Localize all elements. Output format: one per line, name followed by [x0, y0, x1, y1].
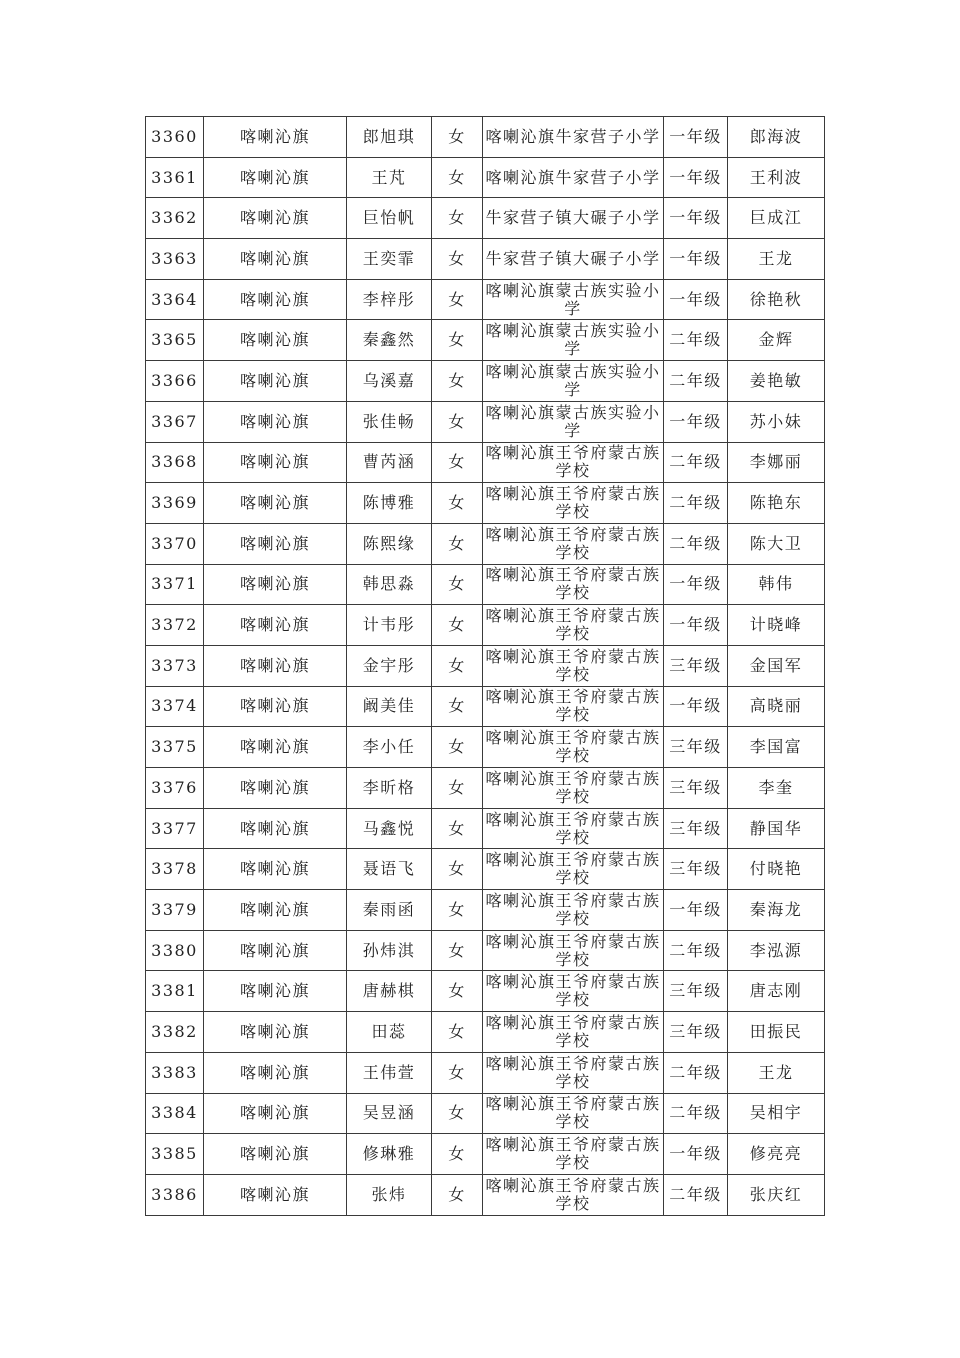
- teacher-name: 郎海波: [728, 117, 825, 158]
- row-number: 3371: [146, 564, 204, 605]
- grade-cell: 三年级: [664, 849, 728, 890]
- teacher-name: 王龙: [728, 239, 825, 280]
- table-row: [146, 808, 825, 849]
- row-number: 3381: [146, 971, 204, 1012]
- grade-cell: 二年级: [664, 930, 728, 971]
- student-name: 巨怡帆: [347, 198, 432, 239]
- teacher-name: 陈大卫: [728, 523, 825, 564]
- gender-cell: 女: [432, 727, 483, 768]
- region-cell: 喀喇沁旗: [204, 605, 347, 646]
- gender-cell: 女: [432, 686, 483, 727]
- school-cell: 喀喇沁旗王爷府蒙古族学校: [483, 930, 664, 971]
- table-row: [146, 686, 825, 727]
- teacher-name: 计晓峰: [728, 605, 825, 646]
- grade-cell: 一年级: [664, 117, 728, 158]
- table-row: [146, 971, 825, 1012]
- region-cell: 喀喇沁旗: [204, 157, 347, 198]
- row-number: 3365: [146, 320, 204, 361]
- gender-cell: 女: [432, 239, 483, 280]
- table-row: [146, 1093, 825, 1134]
- row-number: 3380: [146, 930, 204, 971]
- school-cell: 喀喇沁旗王爷府蒙古族学校: [483, 686, 664, 727]
- school-cell: 喀喇沁旗王爷府蒙古族学校: [483, 727, 664, 768]
- gender-cell: 女: [432, 1134, 483, 1175]
- row-number: 3383: [146, 1052, 204, 1093]
- grade-cell: 二年级: [664, 523, 728, 564]
- gender-cell: 女: [432, 157, 483, 198]
- student-name: 吴昱涵: [347, 1093, 432, 1134]
- grade-cell: 二年级: [664, 442, 728, 483]
- table-row: [146, 1052, 825, 1093]
- region-cell: 喀喇沁旗: [204, 808, 347, 849]
- school-cell: 喀喇沁旗王爷府蒙古族学校: [483, 849, 664, 890]
- student-name: 王芃: [347, 157, 432, 198]
- roster-body: [146, 117, 825, 1216]
- gender-cell: 女: [432, 523, 483, 564]
- row-number: 3377: [146, 808, 204, 849]
- gender-cell: 女: [432, 483, 483, 524]
- region-cell: 喀喇沁旗: [204, 239, 347, 280]
- school-cell: 喀喇沁旗王爷府蒙古族学校: [483, 768, 664, 809]
- school-cell: 喀喇沁旗王爷府蒙古族学校: [483, 1134, 664, 1175]
- row-number: 3378: [146, 849, 204, 890]
- school-cell: 喀喇沁旗王爷府蒙古族学校: [483, 1052, 664, 1093]
- school-cell: 喀喇沁旗王爷府蒙古族学校: [483, 1093, 664, 1134]
- student-name: 马鑫悦: [347, 808, 432, 849]
- region-cell: 喀喇沁旗: [204, 279, 347, 320]
- teacher-name: 王龙: [728, 1052, 825, 1093]
- row-number: 3375: [146, 727, 204, 768]
- gender-cell: 女: [432, 849, 483, 890]
- gender-cell: 女: [432, 279, 483, 320]
- student-name: 李昕格: [347, 768, 432, 809]
- row-number: 3369: [146, 483, 204, 524]
- gender-cell: 女: [432, 320, 483, 361]
- student-name: 张佳畅: [347, 401, 432, 442]
- grade-cell: 三年级: [664, 808, 728, 849]
- school-cell: 喀喇沁旗王爷府蒙古族学校: [483, 564, 664, 605]
- school-cell: 喀喇沁旗牛家营子小学: [483, 157, 664, 198]
- row-number: 3366: [146, 361, 204, 402]
- gender-cell: 女: [432, 1052, 483, 1093]
- teacher-name: 唐志刚: [728, 971, 825, 1012]
- row-number: 3376: [146, 768, 204, 809]
- teacher-name: 静国华: [728, 808, 825, 849]
- row-number: 3384: [146, 1093, 204, 1134]
- gender-cell: 女: [432, 198, 483, 239]
- gender-cell: 女: [432, 768, 483, 809]
- school-cell: 喀喇沁旗蒙古族实验小学: [483, 279, 664, 320]
- row-number: 3373: [146, 645, 204, 686]
- grade-cell: 二年级: [664, 483, 728, 524]
- gender-cell: 女: [432, 930, 483, 971]
- region-cell: 喀喇沁旗: [204, 401, 347, 442]
- table-row: [146, 442, 825, 483]
- student-name: 金宇彤: [347, 645, 432, 686]
- table-row: [146, 849, 825, 890]
- region-cell: 喀喇沁旗: [204, 564, 347, 605]
- grade-cell: 二年级: [664, 320, 728, 361]
- region-cell: 喀喇沁旗: [204, 645, 347, 686]
- region-cell: 喀喇沁旗: [204, 727, 347, 768]
- gender-cell: 女: [432, 645, 483, 686]
- gender-cell: 女: [432, 117, 483, 158]
- school-cell: 喀喇沁旗王爷府蒙古族学校: [483, 890, 664, 931]
- student-name: 王伟萱: [347, 1052, 432, 1093]
- grade-cell: 一年级: [664, 401, 728, 442]
- table-row: [146, 1134, 825, 1175]
- gender-cell: 女: [432, 442, 483, 483]
- region-cell: 喀喇沁旗: [204, 686, 347, 727]
- grade-cell: 二年级: [664, 1174, 728, 1215]
- teacher-name: 李国富: [728, 727, 825, 768]
- school-cell: 喀喇沁旗王爷府蒙古族学校: [483, 483, 664, 524]
- gender-cell: 女: [432, 1012, 483, 1053]
- teacher-name: 付晓艳: [728, 849, 825, 890]
- student-name: 乌溪嘉: [347, 361, 432, 402]
- row-number: 3363: [146, 239, 204, 280]
- student-name: 陈熙缘: [347, 523, 432, 564]
- gender-cell: 女: [432, 401, 483, 442]
- grade-cell: 一年级: [664, 605, 728, 646]
- table-row: [146, 727, 825, 768]
- row-number: 3367: [146, 401, 204, 442]
- school-cell: 喀喇沁旗王爷府蒙古族学校: [483, 1174, 664, 1215]
- teacher-name: 田振民: [728, 1012, 825, 1053]
- teacher-name: 王利波: [728, 157, 825, 198]
- table-row: [146, 645, 825, 686]
- gender-cell: 女: [432, 971, 483, 1012]
- grade-cell: 三年级: [664, 727, 728, 768]
- region-cell: 喀喇沁旗: [204, 1012, 347, 1053]
- region-cell: 喀喇沁旗: [204, 198, 347, 239]
- region-cell: 喀喇沁旗: [204, 361, 347, 402]
- gender-cell: 女: [432, 605, 483, 646]
- school-cell: 牛家营子镇大碾子小学: [483, 239, 664, 280]
- table-row: [146, 483, 825, 524]
- student-name: 秦鑫然: [347, 320, 432, 361]
- row-number: 3370: [146, 523, 204, 564]
- student-name: 田蕊: [347, 1012, 432, 1053]
- region-cell: 喀喇沁旗: [204, 1052, 347, 1093]
- row-number: 3362: [146, 198, 204, 239]
- teacher-name: 金辉: [728, 320, 825, 361]
- table-row: [146, 157, 825, 198]
- table-row: [146, 320, 825, 361]
- grade-cell: 一年级: [664, 1134, 728, 1175]
- student-name: 李梓彤: [347, 279, 432, 320]
- table-row: [146, 605, 825, 646]
- table-row: [146, 768, 825, 809]
- grade-cell: 二年级: [664, 361, 728, 402]
- teacher-name: 韩伟: [728, 564, 825, 605]
- gender-cell: 女: [432, 808, 483, 849]
- row-number: 3372: [146, 605, 204, 646]
- grade-cell: 一年级: [664, 279, 728, 320]
- school-cell: 喀喇沁旗蒙古族实验小学: [483, 401, 664, 442]
- table-row: [146, 523, 825, 564]
- row-number: 3360: [146, 117, 204, 158]
- gender-cell: 女: [432, 1174, 483, 1215]
- student-name: 秦雨函: [347, 890, 432, 931]
- region-cell: 喀喇沁旗: [204, 890, 347, 931]
- student-name: 阚美佳: [347, 686, 432, 727]
- teacher-name: 修亮亮: [728, 1134, 825, 1175]
- teacher-name: 秦海龙: [728, 890, 825, 931]
- student-name: 韩思淼: [347, 564, 432, 605]
- row-number: 3385: [146, 1134, 204, 1175]
- teacher-name: 姜艳敏: [728, 361, 825, 402]
- teacher-name: 巨成江: [728, 198, 825, 239]
- region-cell: 喀喇沁旗: [204, 930, 347, 971]
- grade-cell: 二年级: [664, 1052, 728, 1093]
- row-number: 3374: [146, 686, 204, 727]
- grade-cell: 三年级: [664, 1012, 728, 1053]
- student-name: 曹芮涵: [347, 442, 432, 483]
- student-name: 聂语飞: [347, 849, 432, 890]
- school-cell: 喀喇沁旗王爷府蒙古族学校: [483, 523, 664, 564]
- region-cell: 喀喇沁旗: [204, 442, 347, 483]
- region-cell: 喀喇沁旗: [204, 320, 347, 361]
- school-cell: 牛家营子镇大碾子小学: [483, 198, 664, 239]
- grade-cell: 三年级: [664, 645, 728, 686]
- grade-cell: 一年级: [664, 239, 728, 280]
- teacher-name: 张庆红: [728, 1174, 825, 1215]
- student-name: 计韦彤: [347, 605, 432, 646]
- school-cell: 喀喇沁旗王爷府蒙古族学校: [483, 605, 664, 646]
- gender-cell: 女: [432, 1093, 483, 1134]
- teacher-name: 吴相宇: [728, 1093, 825, 1134]
- teacher-name: 李泓源: [728, 930, 825, 971]
- grade-cell: 一年级: [664, 686, 728, 727]
- school-cell: 喀喇沁旗牛家营子小学: [483, 117, 664, 158]
- gender-cell: 女: [432, 890, 483, 931]
- student-name: 修琳雅: [347, 1134, 432, 1175]
- school-cell: 喀喇沁旗蒙古族实验小学: [483, 320, 664, 361]
- school-cell: 喀喇沁旗王爷府蒙古族学校: [483, 808, 664, 849]
- table-row: [146, 401, 825, 442]
- roster-table: [145, 116, 825, 1216]
- table-row: [146, 361, 825, 402]
- school-cell: 喀喇沁旗王爷府蒙古族学校: [483, 645, 664, 686]
- row-number: 3386: [146, 1174, 204, 1215]
- table-row: [146, 1012, 825, 1053]
- table-row: [146, 890, 825, 931]
- gender-cell: 女: [432, 361, 483, 402]
- region-cell: 喀喇沁旗: [204, 768, 347, 809]
- teacher-name: 陈艳东: [728, 483, 825, 524]
- grade-cell: 一年级: [664, 198, 728, 239]
- region-cell: 喀喇沁旗: [204, 849, 347, 890]
- student-name: 张炜: [347, 1174, 432, 1215]
- region-cell: 喀喇沁旗: [204, 1093, 347, 1134]
- teacher-name: 徐艳秋: [728, 279, 825, 320]
- teacher-name: 李奎: [728, 768, 825, 809]
- teacher-name: 李娜丽: [728, 442, 825, 483]
- school-cell: 喀喇沁旗王爷府蒙古族学校: [483, 442, 664, 483]
- row-number: 3368: [146, 442, 204, 483]
- region-cell: 喀喇沁旗: [204, 1174, 347, 1215]
- teacher-name: 苏小妹: [728, 401, 825, 442]
- region-cell: 喀喇沁旗: [204, 483, 347, 524]
- table-row: [146, 564, 825, 605]
- row-number: 3379: [146, 890, 204, 931]
- table-row: [146, 117, 825, 158]
- student-name: 王奕霏: [347, 239, 432, 280]
- row-number: 3361: [146, 157, 204, 198]
- school-cell: 喀喇沁旗王爷府蒙古族学校: [483, 971, 664, 1012]
- student-name: 孙炜淇: [347, 930, 432, 971]
- school-cell: 喀喇沁旗蒙古族实验小学: [483, 361, 664, 402]
- table-row: [146, 1174, 825, 1215]
- grade-cell: 二年级: [664, 1093, 728, 1134]
- table-row: [146, 279, 825, 320]
- table-row: [146, 930, 825, 971]
- grade-cell: 一年级: [664, 157, 728, 198]
- student-name: 陈博雅: [347, 483, 432, 524]
- student-name: 郎旭琪: [347, 117, 432, 158]
- grade-cell: 三年级: [664, 768, 728, 809]
- table-row: [146, 239, 825, 280]
- table-row: [146, 198, 825, 239]
- grade-cell: 一年级: [664, 564, 728, 605]
- row-number: 3364: [146, 279, 204, 320]
- region-cell: 喀喇沁旗: [204, 117, 347, 158]
- teacher-name: 金国军: [728, 645, 825, 686]
- region-cell: 喀喇沁旗: [204, 1134, 347, 1175]
- grade-cell: 三年级: [664, 971, 728, 1012]
- grade-cell: 一年级: [664, 890, 728, 931]
- region-cell: 喀喇沁旗: [204, 523, 347, 564]
- student-name: 李小任: [347, 727, 432, 768]
- row-number: 3382: [146, 1012, 204, 1053]
- student-name: 唐赫棋: [347, 971, 432, 1012]
- teacher-name: 高晓丽: [728, 686, 825, 727]
- school-cell: 喀喇沁旗王爷府蒙古族学校: [483, 1012, 664, 1053]
- gender-cell: 女: [432, 564, 483, 605]
- region-cell: 喀喇沁旗: [204, 971, 347, 1012]
